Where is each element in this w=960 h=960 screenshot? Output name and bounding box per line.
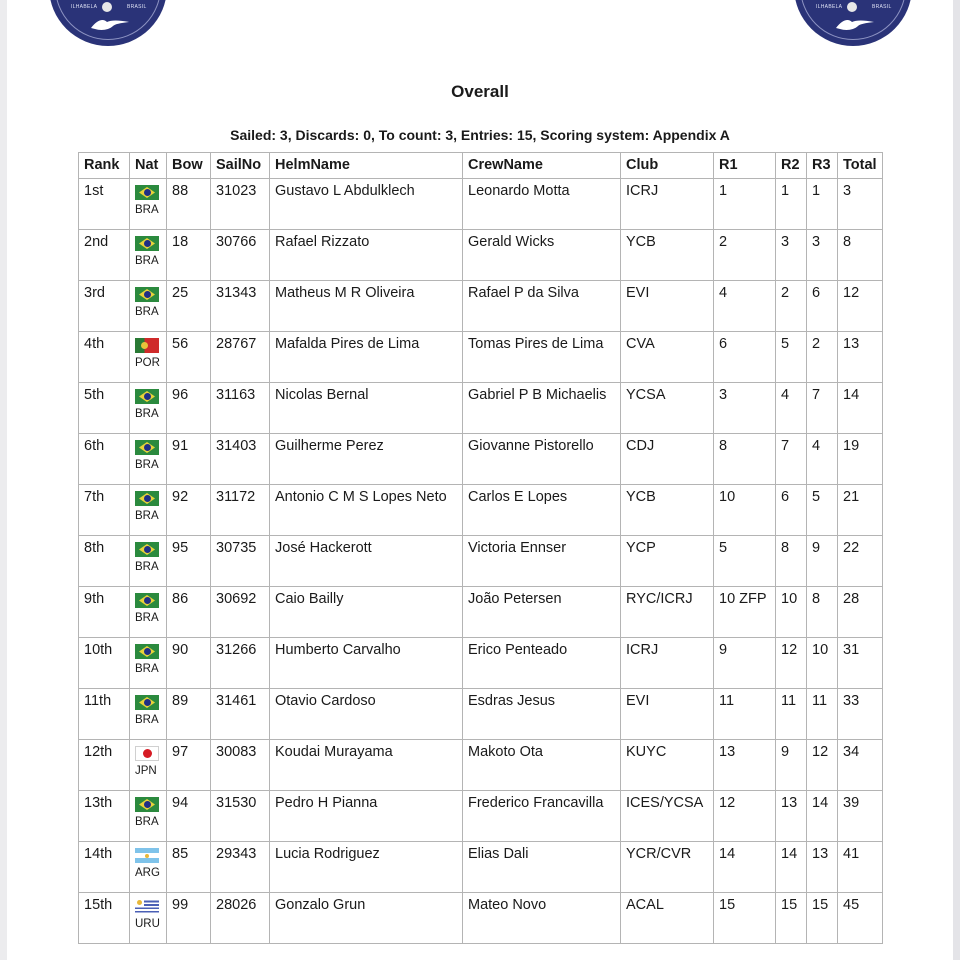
cell-club: RYC/ICRJ	[621, 587, 714, 638]
cell-total: 31	[838, 638, 883, 689]
cell-total: 13	[838, 332, 883, 383]
scoring-summary: Sailed: 3, Discards: 0, To count: 3, Entries: 15, Scoring system: Appendix A	[230, 127, 730, 143]
nation-code: BRA	[135, 714, 159, 726]
cell-crew: João Petersen	[463, 587, 621, 638]
cell-club: KUYC	[621, 740, 714, 791]
results-table	[78, 152, 883, 944]
cell-rank: 6th	[79, 434, 130, 485]
cell-nat	[130, 587, 167, 638]
cell-crew: Erico Penteado	[463, 638, 621, 689]
col-nat: Nat	[130, 153, 167, 179]
cell-rank: 7th	[79, 485, 130, 536]
cell-crew: Rafael P da Silva	[463, 281, 621, 332]
cell-r3: 2	[807, 332, 838, 383]
table-row	[79, 485, 883, 536]
cell-crew: Tomas Pires de Lima	[463, 332, 621, 383]
cell-rank: 14th	[79, 842, 130, 893]
cell-total: 41	[838, 842, 883, 893]
cell-r1: 11	[714, 689, 776, 740]
cell-helm: Gonzalo Grun	[270, 893, 463, 944]
cell-helm: Rafael Rizzato	[270, 230, 463, 281]
cell-nat	[130, 689, 167, 740]
nation-code: BRA	[135, 561, 159, 573]
cell-r3: 9	[807, 536, 838, 587]
cell-crew: Esdras Jesus	[463, 689, 621, 740]
table-row	[79, 842, 883, 893]
cell-sailno: 28026	[211, 893, 270, 944]
cell-bow: 97	[167, 740, 211, 791]
flag-bra-icon	[135, 491, 159, 506]
cell-total: 39	[838, 791, 883, 842]
cell-r2: 8	[776, 536, 807, 587]
cell-total: 45	[838, 893, 883, 944]
nation-code: URU	[135, 918, 160, 930]
cell-helm: Pedro H Pianna	[270, 791, 463, 842]
nation-code: POR	[135, 357, 160, 369]
cell-crew: Giovanne Pistorello	[463, 434, 621, 485]
nation-code: BRA	[135, 816, 159, 828]
cell-crew: Leonardo Motta	[463, 179, 621, 230]
cell-club: YCB	[621, 230, 714, 281]
cell-total: 3	[838, 179, 883, 230]
cell-club: YCSA	[621, 383, 714, 434]
flag-bra-icon	[135, 389, 159, 404]
cell-rank: 2nd	[79, 230, 130, 281]
cell-nat	[130, 893, 167, 944]
col-r2: R2	[776, 153, 807, 179]
cell-rank: 9th	[79, 587, 130, 638]
flag-bra-icon	[135, 287, 159, 302]
cell-bow: 94	[167, 791, 211, 842]
nation-code: ARG	[135, 867, 160, 879]
cell-rank: 3rd	[79, 281, 130, 332]
cell-sailno: 31343	[211, 281, 270, 332]
cell-nat	[130, 434, 167, 485]
logo-text-right: BRASIL	[872, 4, 892, 10]
cell-club: ICRJ	[621, 638, 714, 689]
cell-total: 33	[838, 689, 883, 740]
bird-icon	[89, 16, 131, 32]
cell-r2: 9	[776, 740, 807, 791]
nation-code: JPN	[135, 765, 157, 777]
cell-r2: 5	[776, 332, 807, 383]
cell-bow: 25	[167, 281, 211, 332]
col-crewname: CrewName	[463, 153, 621, 179]
table-row	[79, 434, 883, 485]
cell-sailno: 30083	[211, 740, 270, 791]
table-row	[79, 332, 883, 383]
cell-r2: 14	[776, 842, 807, 893]
club-logo-left	[49, 0, 167, 46]
cell-rank: 12th	[79, 740, 130, 791]
cell-r2: 6	[776, 485, 807, 536]
cell-r1: 8	[714, 434, 776, 485]
cell-r3: 15	[807, 893, 838, 944]
cell-r1: 13	[714, 740, 776, 791]
cell-r3: 7	[807, 383, 838, 434]
cell-nat	[130, 383, 167, 434]
cell-total: 19	[838, 434, 883, 485]
cell-rank: 11th	[79, 689, 130, 740]
flag-arg-icon	[135, 848, 159, 863]
cell-helm: Antonio C M S Lopes Neto	[270, 485, 463, 536]
cell-sailno: 31461	[211, 689, 270, 740]
cell-nat	[130, 332, 167, 383]
page-title: Overall	[451, 82, 509, 101]
cell-r2: 3	[776, 230, 807, 281]
cell-sailno: 31163	[211, 383, 270, 434]
cell-r1: 5	[714, 536, 776, 587]
cell-total: 28	[838, 587, 883, 638]
col-total: Total	[838, 153, 883, 179]
cell-r3: 13	[807, 842, 838, 893]
cell-sailno: 30735	[211, 536, 270, 587]
cell-rank: 8th	[79, 536, 130, 587]
flag-bra-icon	[135, 236, 159, 251]
cell-helm: Gustavo L Abdulklech	[270, 179, 463, 230]
cell-nat	[130, 740, 167, 791]
scrollbar[interactable]	[953, 0, 960, 960]
nation-code: BRA	[135, 204, 159, 216]
cell-bow: 91	[167, 434, 211, 485]
col-bow: Bow	[167, 153, 211, 179]
cell-helm: Lucia Rodriguez	[270, 842, 463, 893]
cell-r1: 4	[714, 281, 776, 332]
cell-sailno: 31266	[211, 638, 270, 689]
cell-helm: José Hackerott	[270, 536, 463, 587]
flag-bra-icon	[135, 440, 159, 455]
cell-club: EVI	[621, 689, 714, 740]
flag-bra-icon	[135, 185, 159, 200]
table-row	[79, 791, 883, 842]
cell-helm: Koudai Murayama	[270, 740, 463, 791]
cell-helm: Guilherme Perez	[270, 434, 463, 485]
cell-bow: 92	[167, 485, 211, 536]
cell-r1: 14	[714, 842, 776, 893]
results-body	[79, 179, 883, 944]
cell-r1: 10 ZFP	[714, 587, 776, 638]
cell-total: 12	[838, 281, 883, 332]
nation-code: BRA	[135, 306, 159, 318]
cell-club: YCB	[621, 485, 714, 536]
cell-r3: 6	[807, 281, 838, 332]
club-logo-right	[794, 0, 912, 46]
cell-crew: Makoto Ota	[463, 740, 621, 791]
logo-emblem-icon	[847, 2, 857, 12]
table-row	[79, 536, 883, 587]
logo-text-right: BRASIL	[127, 4, 147, 10]
cell-total: 8	[838, 230, 883, 281]
col-rank: Rank	[79, 153, 130, 179]
nation-code: BRA	[135, 510, 159, 522]
cell-club: CDJ	[621, 434, 714, 485]
cell-total: 21	[838, 485, 883, 536]
cell-rank: 15th	[79, 893, 130, 944]
flag-bra-icon	[135, 542, 159, 557]
cell-total: 34	[838, 740, 883, 791]
cell-bow: 89	[167, 689, 211, 740]
cell-r2: 10	[776, 587, 807, 638]
cell-nat	[130, 485, 167, 536]
cell-sailno: 31530	[211, 791, 270, 842]
logo-emblem-icon	[102, 2, 112, 12]
cell-total: 14	[838, 383, 883, 434]
table-row	[79, 179, 883, 230]
logo-text-left: ILHABELA	[816, 4, 843, 10]
cell-helm: Humberto Carvalho	[270, 638, 463, 689]
cell-bow: 96	[167, 383, 211, 434]
cell-bow: 56	[167, 332, 211, 383]
cell-r1: 9	[714, 638, 776, 689]
cell-nat	[130, 281, 167, 332]
cell-r2: 15	[776, 893, 807, 944]
header-row	[79, 153, 883, 179]
cell-bow: 85	[167, 842, 211, 893]
flag-uru-icon	[135, 899, 159, 914]
cell-helm: Mafalda Pires de Lima	[270, 332, 463, 383]
table-row	[79, 638, 883, 689]
flag-bra-icon	[135, 797, 159, 812]
cell-r1: 2	[714, 230, 776, 281]
cell-sailno: 29343	[211, 842, 270, 893]
cell-rank: 13th	[79, 791, 130, 842]
table-row	[79, 893, 883, 944]
cell-r3: 4	[807, 434, 838, 485]
table-row	[79, 740, 883, 791]
cell-rank: 10th	[79, 638, 130, 689]
table-row	[79, 587, 883, 638]
nation-code: BRA	[135, 408, 159, 420]
cell-r1: 12	[714, 791, 776, 842]
cell-helm: Caio Bailly	[270, 587, 463, 638]
cell-r1: 10	[714, 485, 776, 536]
cell-helm: Otavio Cardoso	[270, 689, 463, 740]
bird-icon	[834, 16, 876, 32]
cell-r1: 15	[714, 893, 776, 944]
cell-r3: 3	[807, 230, 838, 281]
cell-rank: 4th	[79, 332, 130, 383]
cell-club: ICRJ	[621, 179, 714, 230]
cell-helm: Matheus M R Oliveira	[270, 281, 463, 332]
col-club: Club	[621, 153, 714, 179]
cell-r3: 12	[807, 740, 838, 791]
cell-sailno: 31403	[211, 434, 270, 485]
cell-r2: 12	[776, 638, 807, 689]
cell-r1: 3	[714, 383, 776, 434]
cell-r3: 14	[807, 791, 838, 842]
cell-sailno: 28767	[211, 332, 270, 383]
flag-bra-icon	[135, 644, 159, 659]
table-row	[79, 281, 883, 332]
cell-crew: Victoria Ennser	[463, 536, 621, 587]
cell-crew: Gerald Wicks	[463, 230, 621, 281]
nation-code: BRA	[135, 612, 159, 624]
cell-crew: Elias Dali	[463, 842, 621, 893]
cell-rank: 1st	[79, 179, 130, 230]
cell-bow: 90	[167, 638, 211, 689]
cell-crew: Mateo Novo	[463, 893, 621, 944]
flag-jpn-icon	[135, 746, 159, 761]
table-row	[79, 689, 883, 740]
col-sailno: SailNo	[211, 153, 270, 179]
cell-r1: 6	[714, 332, 776, 383]
cell-nat	[130, 638, 167, 689]
cell-sailno: 30692	[211, 587, 270, 638]
cell-nat	[130, 791, 167, 842]
col-helmname: HelmName	[270, 153, 463, 179]
cell-r3: 5	[807, 485, 838, 536]
cell-r3: 11	[807, 689, 838, 740]
flag-bra-icon	[135, 695, 159, 710]
cell-club: YCR/CVR	[621, 842, 714, 893]
cell-nat	[130, 842, 167, 893]
cell-club: ACAL	[621, 893, 714, 944]
col-r3: R3	[807, 153, 838, 179]
table-row	[79, 383, 883, 434]
cell-r3: 8	[807, 587, 838, 638]
cell-club: YCP	[621, 536, 714, 587]
cell-club: ICES/YCSA	[621, 791, 714, 842]
cell-bow: 18	[167, 230, 211, 281]
cell-r2: 7	[776, 434, 807, 485]
cell-club: CVA	[621, 332, 714, 383]
cell-helm: Nicolas Bernal	[270, 383, 463, 434]
cell-bow: 99	[167, 893, 211, 944]
cell-r2: 4	[776, 383, 807, 434]
flag-bra-icon	[135, 593, 159, 608]
cell-r2: 1	[776, 179, 807, 230]
cell-r2: 13	[776, 791, 807, 842]
flag-por-icon	[135, 338, 159, 353]
cell-bow: 86	[167, 587, 211, 638]
cell-r2: 2	[776, 281, 807, 332]
cell-nat	[130, 230, 167, 281]
nation-code: BRA	[135, 459, 159, 471]
cell-rank: 5th	[79, 383, 130, 434]
logo-text-left: ILHABELA	[71, 4, 98, 10]
cell-sailno: 31023	[211, 179, 270, 230]
col-r1: R1	[714, 153, 776, 179]
cell-sailno: 31172	[211, 485, 270, 536]
cell-nat	[130, 179, 167, 230]
nation-code: BRA	[135, 663, 159, 675]
cell-crew: Carlos E Lopes	[463, 485, 621, 536]
cell-club: EVI	[621, 281, 714, 332]
cell-r1: 1	[714, 179, 776, 230]
cell-r3: 10	[807, 638, 838, 689]
cell-crew: Gabriel P B Michaelis	[463, 383, 621, 434]
cell-bow: 88	[167, 179, 211, 230]
table-row	[79, 230, 883, 281]
cell-sailno: 30766	[211, 230, 270, 281]
cell-r2: 11	[776, 689, 807, 740]
cell-bow: 95	[167, 536, 211, 587]
nation-code: BRA	[135, 255, 159, 267]
cell-total: 22	[838, 536, 883, 587]
cell-r3: 1	[807, 179, 838, 230]
cell-crew: Frederico Francavilla	[463, 791, 621, 842]
cell-nat	[130, 536, 167, 587]
